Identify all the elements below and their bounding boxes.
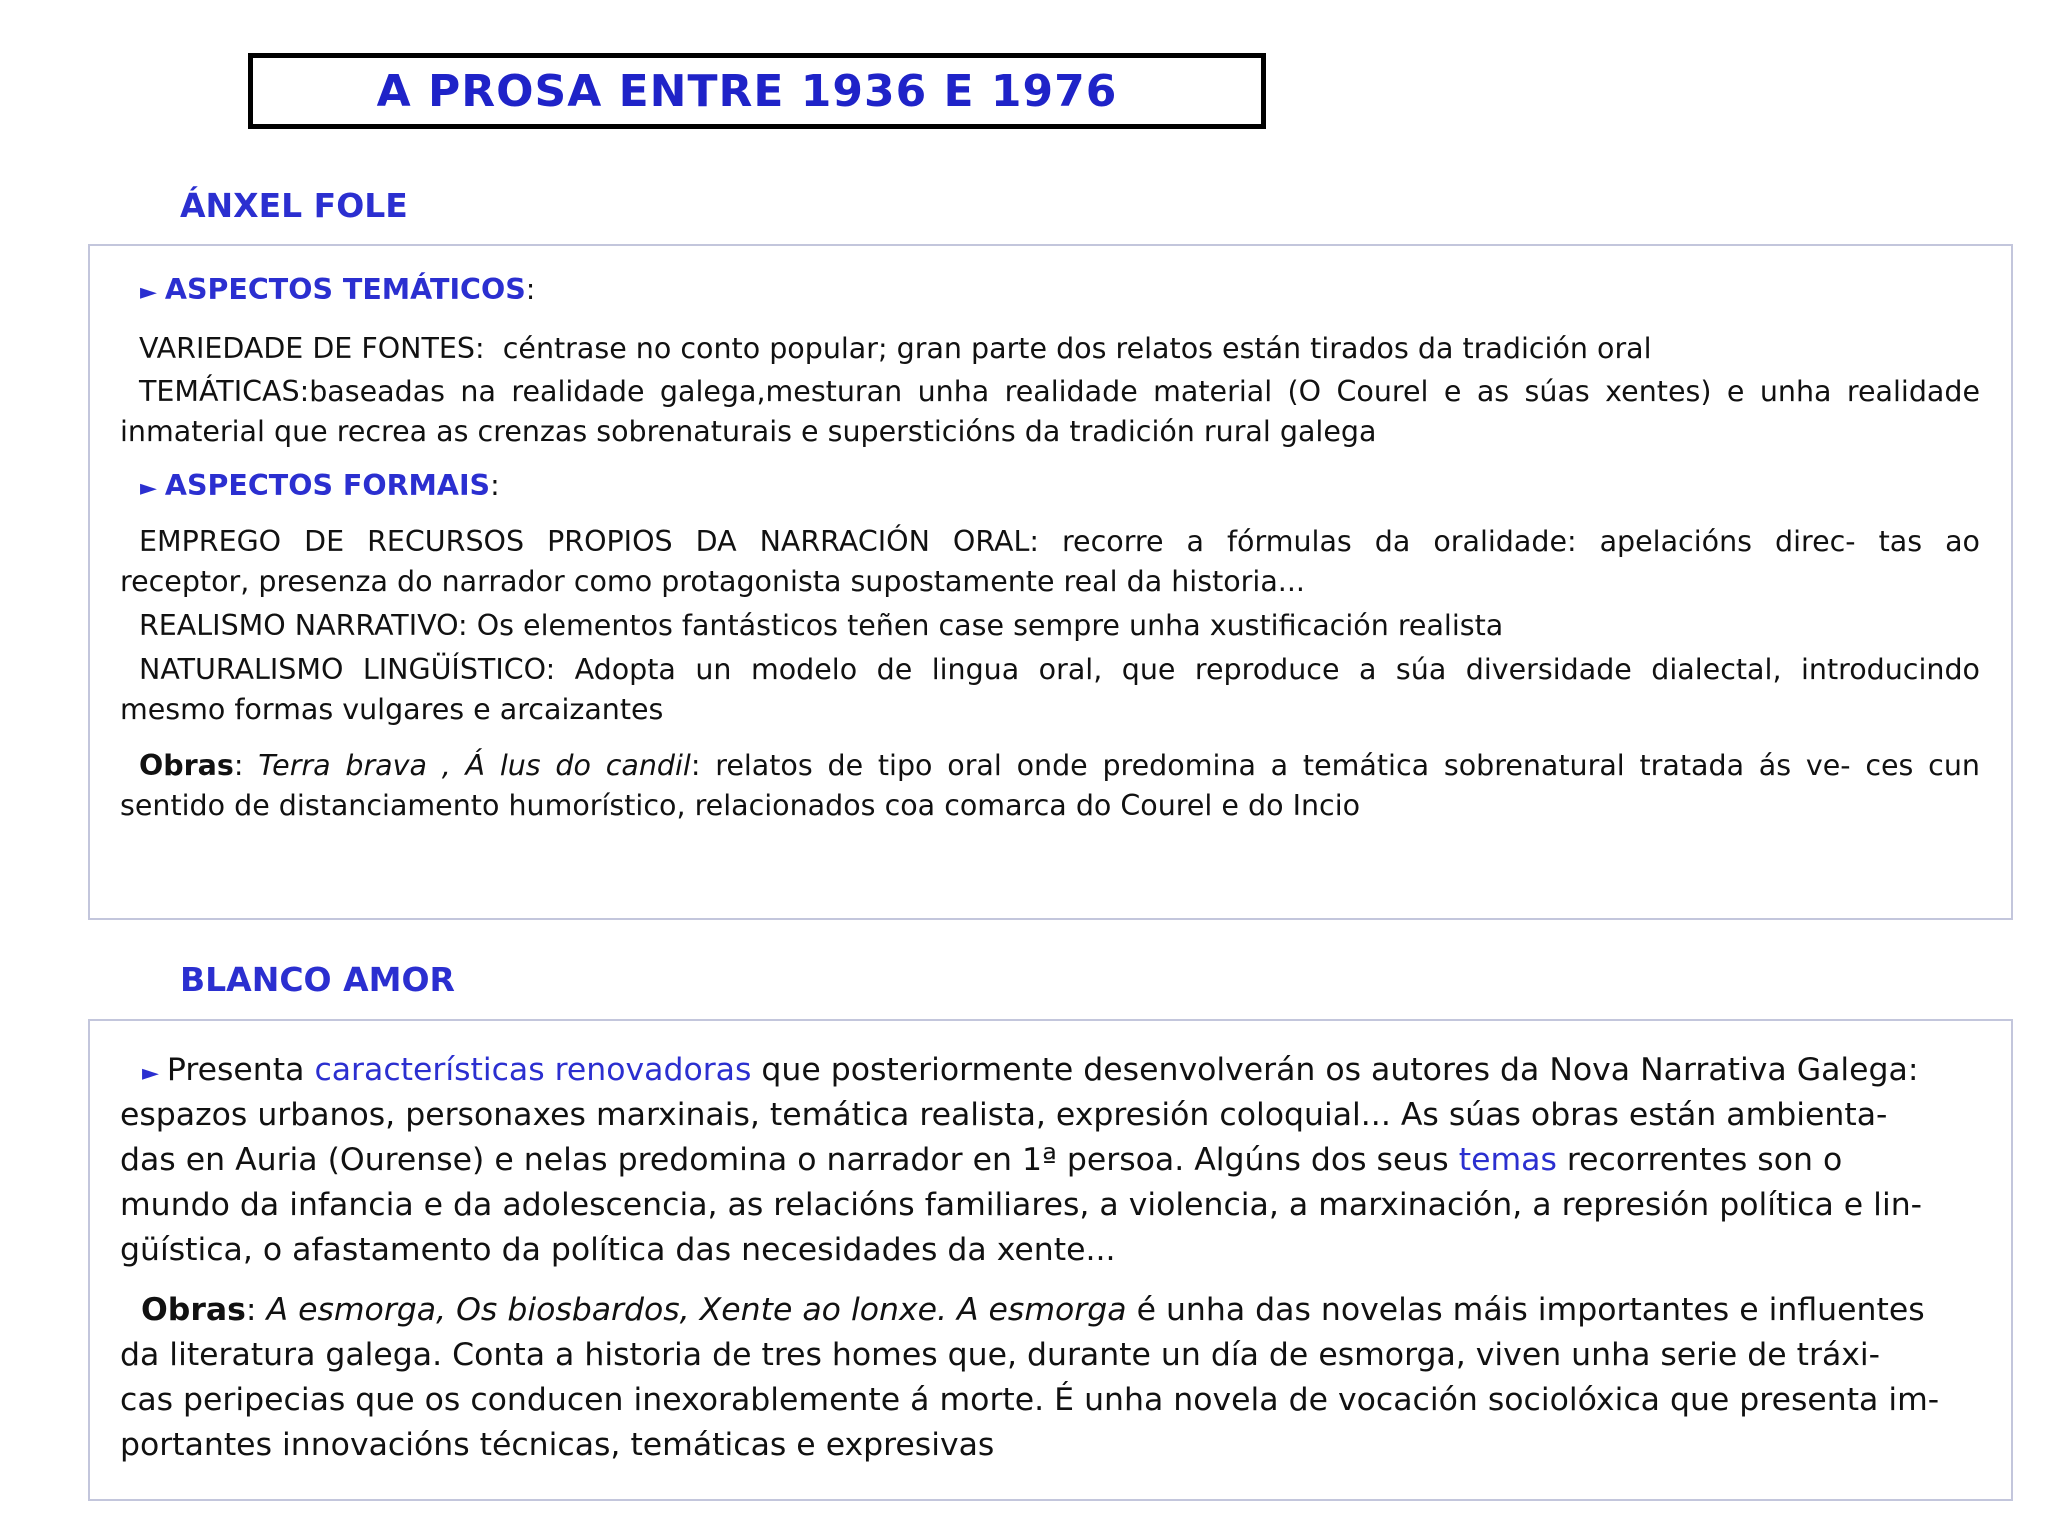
fole-formais-heading: ► ASPECTOS FORMAIS: <box>140 469 500 502</box>
blanco-obras-titles: A esmorga, Os biosbardos, Xente ao lonxe. A esmorga <box>266 1292 1127 1328</box>
tematicas-label: TEMÁTICAS: <box>139 375 310 408</box>
fole-realismo <box>139 606 1999 646</box>
realismo-label: REALISMO NARRATIVO: <box>139 609 468 642</box>
page-title: A PROSA ENTRE 1936 E 1976 <box>376 65 1118 117</box>
fole-emprego-line1 <box>139 522 1980 562</box>
section-heading-blanco: BLANCO AMOR <box>180 960 455 999</box>
obras-titles: Terra brava , Á lus do candil <box>258 749 691 782</box>
blanco-p1 <box>142 1048 2002 1096</box>
formais-label: ASPECTOS FORMAIS <box>164 469 491 502</box>
fole-tematicas-line1 <box>139 372 1980 412</box>
p3-b: recorrentes son o <box>1566 1142 1843 1178</box>
triangle-bullet-icon: ► <box>140 476 157 501</box>
triangle-bullet-icon: ► <box>140 280 157 305</box>
fole-obras-line2: sentido de distanciamento humorístico, relacionados coa comarca do Courel e do Incio <box>120 789 1361 822</box>
blanco-o2: da literatura galega. Conta a historia de tres homes que, durante un día de esmorga, viven unha serie de tráxi- <box>120 1337 1881 1373</box>
obras-label: Obras <box>139 749 234 782</box>
fole-variedade <box>139 329 1999 369</box>
blanco-obras-line1: Obras: A esmorga, Os biosbardos, Xente ao lonxe. A esmorga é unha das novelas máis importantes e influentes <box>141 1292 1925 1328</box>
emprego-text: recorre a fórmulas da oralidade: apelacións direc- tas ao <box>1061 525 1980 558</box>
blanco-p3 <box>120 1138 1980 1183</box>
blanco-obras-label: Obras <box>141 1292 246 1328</box>
title-box <box>248 53 1266 129</box>
presenta-text: Presenta <box>166 1052 305 1088</box>
tematicos-label: ASPECTOS TEMÁTICOS <box>164 273 526 306</box>
obras-text: relatos de tipo oral onde predomina a temática sobrenatural tratada ás ve- ces cun <box>715 749 1980 782</box>
p1-rest: que posteriormente desenvolverán os autores da Nova Narrativa Galega: <box>761 1052 1919 1088</box>
blanco-p2: espazos urbanos, personaxes marxinais, temática realista, expresión coloquial... As súas obras están ambienta- <box>120 1097 1888 1133</box>
fole-tematicos-heading: ► ASPECTOS TEMÁTICOS: <box>140 273 536 306</box>
tematicas-text: baseadas na realidade galega,mesturan unha realidade material (O Courel e as súas xentes) e unha realidade <box>309 375 1980 408</box>
fole-naturalismo-line1 <box>139 650 1980 690</box>
o1-rest: é unha das novelas máis importantes e influentes <box>1136 1292 1925 1328</box>
naturalismo-label: NATURALISMO LINGÜÍSTICO: <box>139 653 556 686</box>
fole-tematicas-line2: inmaterial que recrea as crenzas sobrenaturais e supersticións da tradición rural galega <box>120 415 1377 448</box>
blanco-o3: cas peripecias que os conducen inexorablemente á morte. É unha novela de vocación sociolóxica que presenta im- <box>120 1382 1940 1418</box>
blanco-o4: portantes innovacións técnicas, temáticas e expresivas <box>120 1427 995 1463</box>
naturalismo-text: Adopta un modelo de lingua oral, que reproduce a súa diversidade dialectal, introducindo <box>574 653 1980 686</box>
realismo-text: Os elementos fantásticos teñen case sempre unha xustificación realista <box>476 609 1504 642</box>
temas-highlight: temas <box>1458 1142 1557 1178</box>
blanco-p5: güística, o afastamento da política das necesidades da xente... <box>120 1232 1116 1268</box>
fole-naturalismo-line2: mesmo formas vulgares e arcaizantes <box>120 693 664 726</box>
caracteristicas-highlight: características renovadoras <box>314 1052 752 1088</box>
fole-emprego-line2: receptor, presenza do narrador como protagonista supostamente real da historia... <box>120 565 1305 598</box>
section-heading-fole: ÁNXEL FOLE <box>180 186 408 225</box>
blanco-p4: mundo da infancia e da adolescencia, as relacións familiares, a violencia, a marxinación, a represión política e lin- <box>120 1187 1923 1223</box>
variedade-label: VARIEDADE DE FONTES: <box>139 332 485 365</box>
fole-obras-line1: Obras: Terra brava , Á lus do candil: relatos de tipo oral onde predomina a temática sobrenatural tratada ás ve- ces cun <box>139 749 1980 782</box>
emprego-label: EMPREGO DE RECURSOS PROPIOS DA NARRACIÓN ORAL: <box>139 525 1039 558</box>
p3-a: das en Auria (Ourense) e nelas predomina o narrador en 1ª persoa. Algúns dos seus <box>120 1142 1449 1178</box>
triangle-bullet-icon: ► <box>142 1061 159 1086</box>
variedade-text: céntrase no conto popular; gran parte dos relatos están tirados da tradición oral <box>502 332 1652 365</box>
